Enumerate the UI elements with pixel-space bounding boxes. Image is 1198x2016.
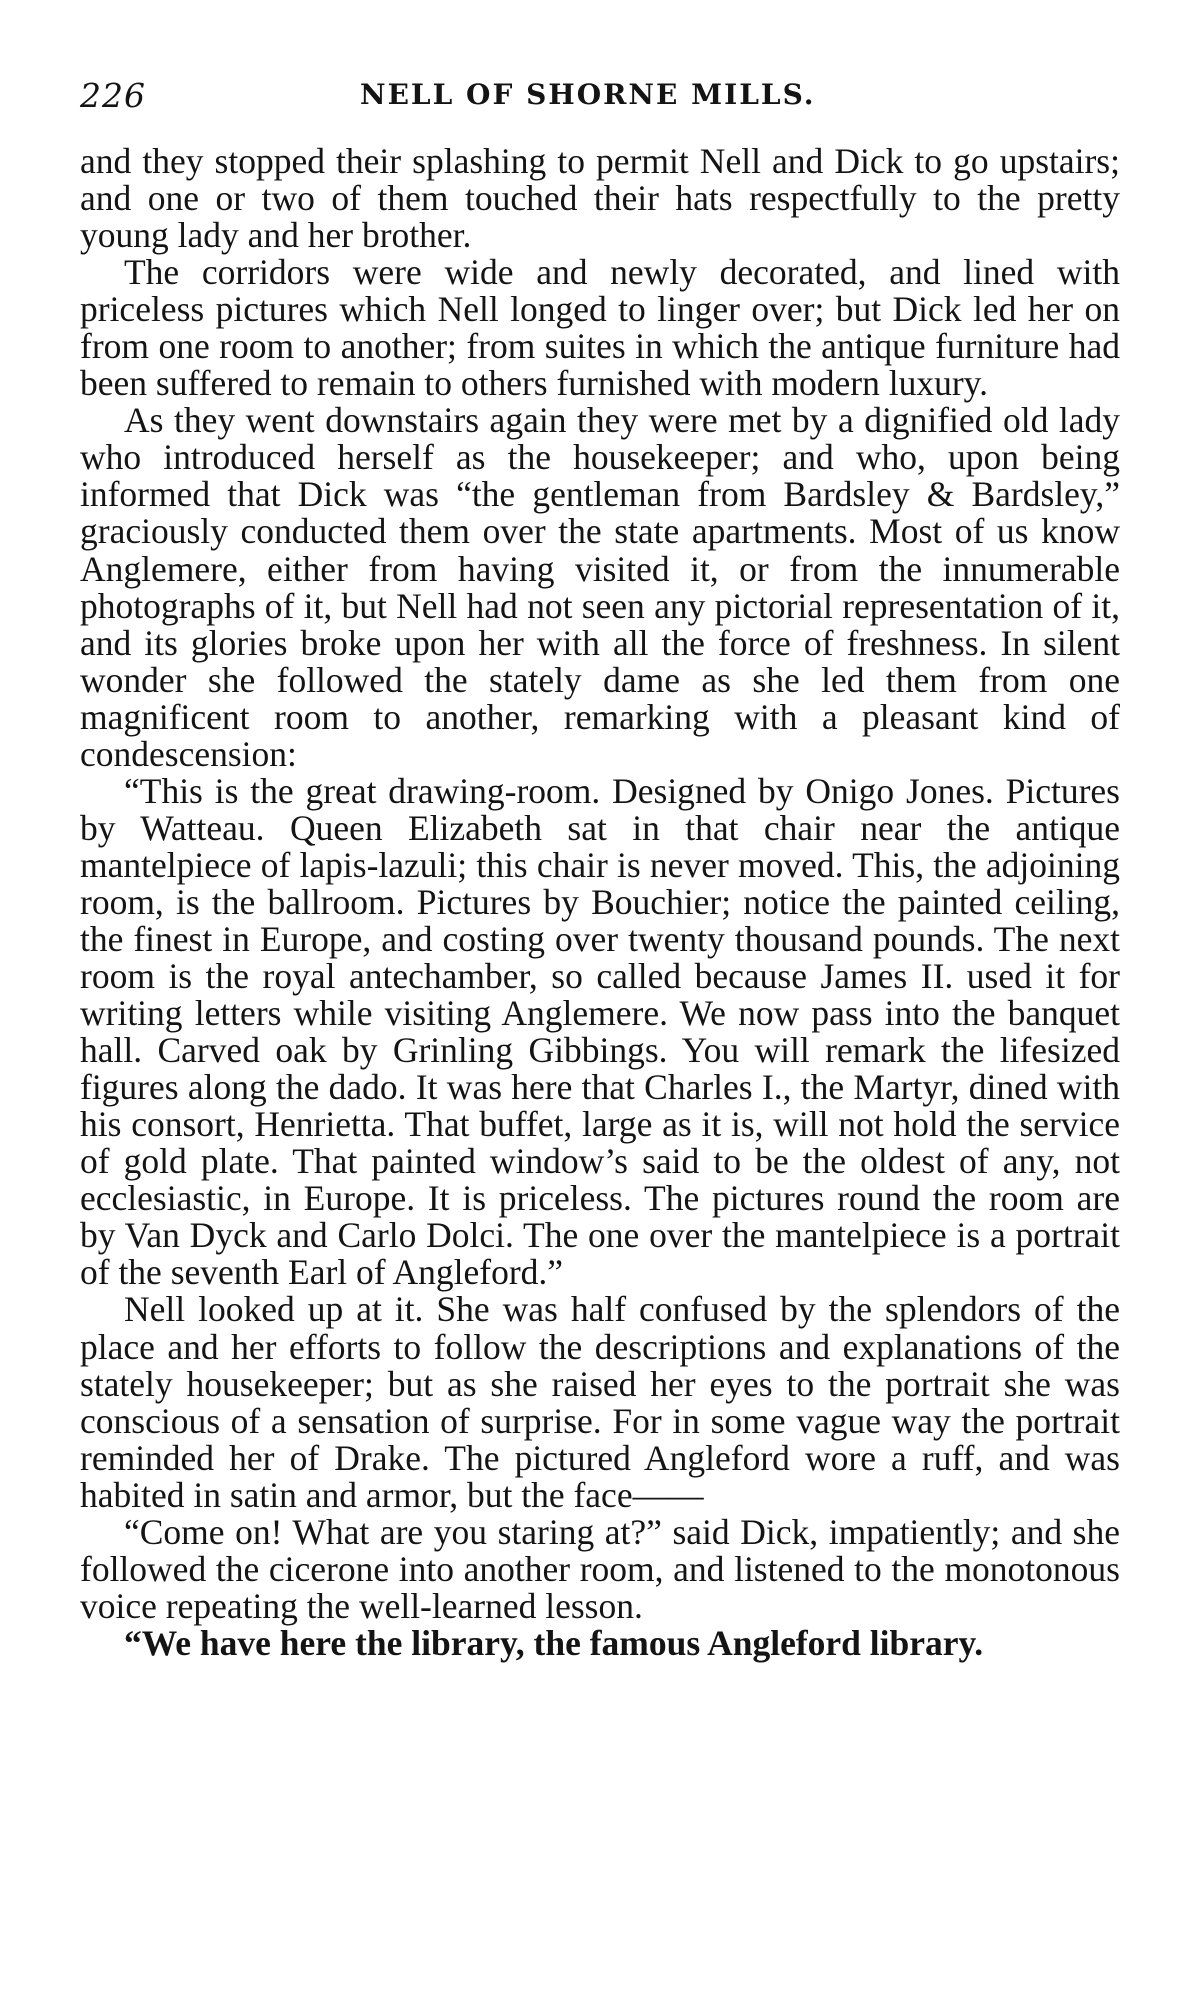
paragraph-continued: and they stopped their splashing to permit Nell and Dick to go upstairs; and one or two of them touched their hats respectfully to the pretty young lady and her brother. [80,141,1120,256]
running-head [80,76,1120,116]
paragraph-library: “We have here the library, the famous Angleford library. [124,1622,984,1663]
paragraph-portrait: Nell looked up at it. She was half confused by the splendors of the place and her efforts to follow the descriptions and explanations of the stately housekeeper; but as she raised her eyes to the portrait she was conscious of a sensation of surprise. For in some vague way the portrait reminded her of Drake. The pictured Angleford wore a ruff, and was habited in satin and armor, but the face—— [80,1289,1120,1515]
paragraph-drawing-room-speech: “This is the great drawing-room. Designed by Onigo Jones. Pictures by Watteau. Queen Elizabeth sat in that chair near the antique mantelpiece of lapis-lazuli; this chair is never moved. This, the adjoining room, is the ballroom. Pictures by Bouchier; notice the painted ceiling, the finest in Europe, and costing over twenty thousand pounds. The next room is the royal antechamber, so called because James II. used it for writing letters while visiting Anglemere. We now pass into the banquet hall. Carved oak by Grinling Gibbings. You will remark the lifesized figures along the dado. It was here that Charles I., the Martyr, dined with his consort, Henrietta. That buffet, large as it is, will not hold the service of gold plate. That painted window’s said to be the oldest of any, not ecclesiastic, in Europe. It is priceless. The pictures round the room are by Van Dyck and Carlo Dolci. The one over the mantelpiece is a portrait of the seventh Earl of Angleford.” [80,770,1120,1293]
paragraph-housekeeper: As they went downstairs again they were met by a dignified old lady who introduced herself as the housekeeper; and who, upon being informed that Dick was “the gentleman from Bardsley & Bardsley,” graciously conducted them over the state apartments. Most of us know Anglemere, either from having visited it, or from the innumerable photographs of it, but Nell had not seen any pictorial representation of it, and its glories broke upon her with all the force of freshness. In silent wonder she followed the stately dame as she led them from one magnificent room to another, remarking with a pleasant kind of condescension: [80,400,1120,774]
paragraph-corridors: The corridors were wide and newly decorated, and lined with priceless pictures which Nell longed to linger over; but Dick led her on from one room to another; from suites in which the antique furniture had been suffered to remain to others furnished with modern luxury. [80,252,1120,404]
paragraph-come-on: “Come on! What are you staring at?” said Dick, impatiently; and she followed the cicerone into another room, and listened to the monotonous voice repeating the well-learned lesson. [80,1511,1120,1626]
page-number: 226 [80,76,146,115]
body-text [80,143,1120,1662]
running-title: NELL OF SHORNE MILLS. [360,78,816,111]
